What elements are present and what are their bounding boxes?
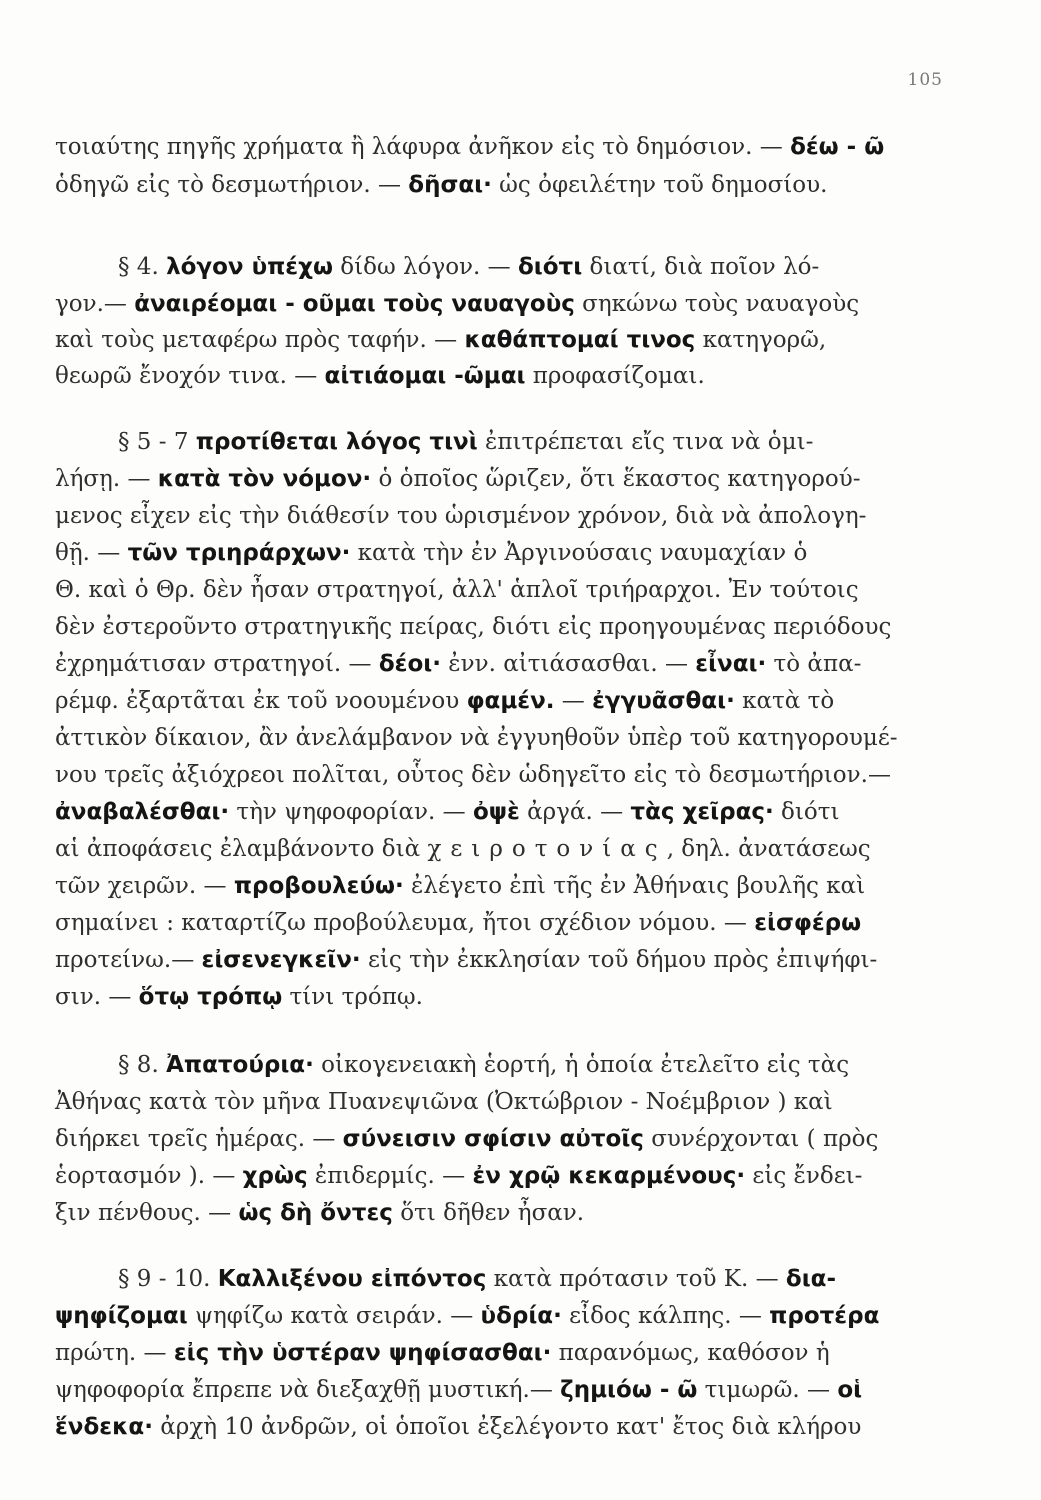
text-line xyxy=(55,906,901,940)
text-run: θεωρῶ ἔνοχόν τινα. — xyxy=(55,363,325,389)
text-run: διήρκει τρεῖς ἡμέρας. — xyxy=(55,1126,343,1152)
text-run: διότι xyxy=(773,799,840,825)
text-run: εἰς τὴν ἐκκλησίαν τοῦ δήμου πρὸς ἐπιψήφι- xyxy=(360,947,878,973)
text-run: κατὰ τὸ xyxy=(734,688,835,714)
text-line xyxy=(118,425,901,459)
text-line xyxy=(55,1410,901,1444)
text-run: συνέρχονται ( πρὸς xyxy=(643,1126,879,1152)
text-run: ὡς ὀφειλέτην τοῦ δημοσίου. xyxy=(491,172,828,198)
lemma-term: εἰσενεγκεῖν· xyxy=(201,947,361,973)
text-run: κατηγορῶ, xyxy=(695,327,827,353)
text-line xyxy=(55,1159,901,1193)
text-line xyxy=(55,462,901,496)
lemma-term: δῆσαι· xyxy=(408,172,492,198)
text-run: ξιν πένθους. — xyxy=(55,1200,239,1226)
emphasized-term: χειροτονίας xyxy=(427,836,667,862)
text-run: § 4. xyxy=(118,254,167,280)
text-run: τῶν χειρῶν. — xyxy=(55,873,234,899)
text-run: μενος εἶχεν εἰς τὴν διάθεσίν του ὡρισμένον χρόνον, διὰ νὰ ἀπολογη- xyxy=(55,503,867,529)
lemma-term: δια- xyxy=(785,1266,837,1292)
text-line xyxy=(55,287,901,321)
text-run: αἱ ἀποφάσεις ἐλαμβάνοντο διὰ xyxy=(55,836,428,862)
text-run: ἀττικὸν δίκαιον, ἂν ἀνελάμβανον νὰ ἐγγυηθοῦν ὑπὲρ τοῦ κατηγορουμέ- xyxy=(55,725,898,751)
text-line xyxy=(55,1196,901,1230)
text-line xyxy=(55,573,901,607)
text-run: ψηφοφορία ἔπρεπε νὰ διεξαχθῇ μυστική.— xyxy=(55,1377,561,1403)
lemma-term: ψηφίζομαι xyxy=(55,1303,188,1329)
lemma-term: ὡς δὴ ὄντες xyxy=(238,1200,393,1226)
lemma-term: αἰτιάομαι -ῶμαι xyxy=(324,363,526,389)
text-run: γον.— xyxy=(55,291,135,317)
lemma-term: φαμέν. xyxy=(466,688,555,714)
lemma-term: καθάπτομαί τινος xyxy=(464,327,696,353)
text-run: προτείνω.— xyxy=(55,947,202,973)
text-run: ἀρχὴ 10 ἀνδρῶν, οἱ ὁποῖοι ἐξελέγοντο κατ' ἔτος διὰ κλήρου xyxy=(152,1414,862,1440)
lemma-term: ἕνδεκα· xyxy=(55,1414,153,1440)
text-run: ἐνν. αἰτιάσασθαι. — xyxy=(440,651,696,677)
text-line xyxy=(55,130,901,164)
text-line xyxy=(55,869,901,903)
lemma-term: ἀναιρέομαι - οῦμαι τοὺς ναυαγοὺς xyxy=(134,291,575,317)
lemma-term: ὑδρία· xyxy=(480,1303,562,1329)
text-line xyxy=(55,721,901,755)
text-line xyxy=(55,1122,901,1156)
lemma-term: ἐν χρῷ κεκαρμένους· xyxy=(472,1163,746,1189)
text-run: ψηφίζω κατὰ σειράν. — xyxy=(187,1303,481,1329)
text-line xyxy=(55,168,901,202)
lemma-term: κατὰ τὸν νόμον· xyxy=(157,466,372,492)
text-run: , δηλ. ἀνατάσεως xyxy=(666,836,871,862)
text-run: § 9 - 10. xyxy=(118,1266,218,1292)
lemma-term: ἀναβαλέσθαι· xyxy=(55,799,230,825)
text-line xyxy=(55,795,901,829)
text-line xyxy=(55,832,901,866)
text-run: τίνι τρόπῳ. xyxy=(282,984,423,1010)
text-run: νου τρεῖς ἀξιόχρεοι πολῖται, οὗτος δὲν ὡδηγεῖτο εἰς τὸ δεσμωτήριον.— xyxy=(55,762,891,788)
text-run: κατὰ πρότασιν τοῦ Κ. — xyxy=(486,1266,786,1292)
text-run: § 8. xyxy=(118,1052,167,1078)
text-run: τὴν ψηφοφορίαν. — xyxy=(229,799,473,825)
text-line xyxy=(55,758,901,792)
text-line xyxy=(55,980,901,1014)
text-run: θῇ. — xyxy=(55,540,128,566)
text-run: δὲν ἐστεροῦντο στρατηγικῆς πείρας, διότι εἰς προηγουμένας περιόδους xyxy=(55,614,892,640)
text-line xyxy=(55,684,901,718)
text-run: Θ. καὶ ὁ Θρ. δὲν ἦσαν στρατηγοί, ἀλλ' ἁπλοῖ τριήραρχοι. Ἐν τούτοις xyxy=(55,577,859,603)
text-run: τοιαύτης πηγῆς χρήματα ἢ λάφυρα ἀνῆκον εἰς τὸ δημόσιον. — xyxy=(55,134,791,160)
text-run: οἰκογενειακὴ ἑορτή, ἡ ὁποία ἐτελεῖτο εἰς τὰς xyxy=(313,1052,850,1078)
lemma-term: προτέρα xyxy=(769,1303,880,1329)
text-run: σιν. — xyxy=(55,984,139,1010)
text-run: πρώτη. — xyxy=(55,1340,174,1366)
text-line xyxy=(55,1373,901,1407)
text-run: — xyxy=(554,688,593,714)
text-run: σημαίνει : καταρτίζω προβούλευμα, ἤτοι σχέδιον νόμου. — xyxy=(55,910,755,936)
lemma-term: προβουλεύω· xyxy=(233,873,404,899)
page-number: 105 xyxy=(907,70,943,90)
lemma-term: Καλλιξένου εἰπόντος xyxy=(217,1266,487,1292)
text-run: ἐλέγετο ἐπὶ τῆς ἐν Ἀθήναις βουλῆς καὶ xyxy=(403,873,866,899)
text-run: παρανόμως, καθόσον ἡ xyxy=(551,1340,830,1366)
text-line xyxy=(55,499,901,533)
text-run: τὸ ἀπα- xyxy=(766,651,862,677)
text-line xyxy=(55,647,901,681)
text-run: διατί, διὰ ποῖον λό- xyxy=(582,254,820,280)
text-run: εἶδος κάλπης. — xyxy=(561,1303,770,1329)
text-run: τιμωρῶ. — xyxy=(697,1377,838,1403)
text-line xyxy=(55,359,901,393)
lemma-term: Ἀπατούρια· xyxy=(166,1052,314,1078)
lemma-term: εἰσφέρω xyxy=(754,910,862,936)
text-run: δίδω λόγον. — xyxy=(332,254,518,280)
lemma-term: ζημιόω - ῶ xyxy=(560,1377,698,1403)
lemma-term: τῶν τριηράρχων· xyxy=(127,540,351,566)
text-run: ὅτι δῆθεν ἦσαν. xyxy=(392,1200,585,1226)
lemma-term: χρὼς xyxy=(242,1163,308,1189)
text-run: καὶ τοὺς μεταφέρω πρὸς ταφήν. — xyxy=(55,327,465,353)
text-line xyxy=(118,1262,901,1296)
text-line xyxy=(55,536,901,570)
text-run: προφασίζομαι. xyxy=(525,363,705,389)
lemma-term: λόγον ὑπέχω xyxy=(166,254,333,280)
text-line xyxy=(55,1299,901,1333)
text-run: ἐπιτρέπεται εἴς τινα νὰ ὁμι- xyxy=(477,429,814,455)
lemma-term: διότι xyxy=(517,254,583,280)
text-run: § 5 - 7 xyxy=(118,429,196,455)
lemma-term: εἶναι· xyxy=(695,651,767,677)
text-line xyxy=(55,323,901,357)
text-run: Ἀθήνας κατὰ τὸν μῆνα Πυανεψιῶνα (Ὀκτώβριον - Νοέμβριον ) καὶ xyxy=(55,1089,833,1115)
text-run: ἑορτασμόν ). — xyxy=(55,1163,243,1189)
text-run: ὁδηγῶ εἰς τὸ δεσμωτήριον. — xyxy=(55,172,409,198)
lemma-term: τὰς χεῖρας· xyxy=(630,799,774,825)
text-line xyxy=(55,610,901,644)
text-line xyxy=(118,1048,901,1082)
text-run: ἐχρημάτισαν στρατηγοί. — xyxy=(55,651,379,677)
text-line xyxy=(55,1336,901,1370)
text-run: λήσῃ. — xyxy=(55,466,158,492)
lemma-term: δέω - ῶ xyxy=(790,134,885,160)
lemma-term: δέοι· xyxy=(378,651,441,677)
text-run: σηκώνω τοὺς ναυαγοὺς xyxy=(574,291,860,317)
lemma-term: ὅτῳ τρόπῳ xyxy=(138,984,283,1010)
text-run: ρέμφ. ἐξαρτᾶται ἐκ τοῦ νοουμένου xyxy=(55,688,467,714)
lemma-term: ἐγγυᾶσθαι· xyxy=(592,688,735,714)
lemma-term: προτίθεται λόγος τινὶ xyxy=(195,429,478,455)
text-run: εἰς ἔνδει- xyxy=(745,1163,863,1189)
text-run: κατὰ τὴν ἐν Ἀργινούσαις ναυμαχίαν ὁ xyxy=(350,540,808,566)
lemma-term: ὀψὲ xyxy=(472,799,520,825)
text-run: ἀργά. — xyxy=(519,799,631,825)
text-line xyxy=(55,943,901,977)
lemma-term: σύνεισιν σφίσιν αὐτοῖς xyxy=(342,1126,644,1152)
text-line xyxy=(118,250,901,284)
lemma-term: οἱ xyxy=(837,1377,863,1403)
text-run: ἐπιδερμίς. — xyxy=(307,1163,473,1189)
text-line xyxy=(55,1085,901,1119)
text-run: ὁ ὁποῖος ὥριζεν, ὅτι ἕκαστος κατηγορού- xyxy=(371,466,861,492)
lemma-term: εἰς τὴν ὑστέραν ψηφίσασθαι· xyxy=(173,1340,552,1366)
